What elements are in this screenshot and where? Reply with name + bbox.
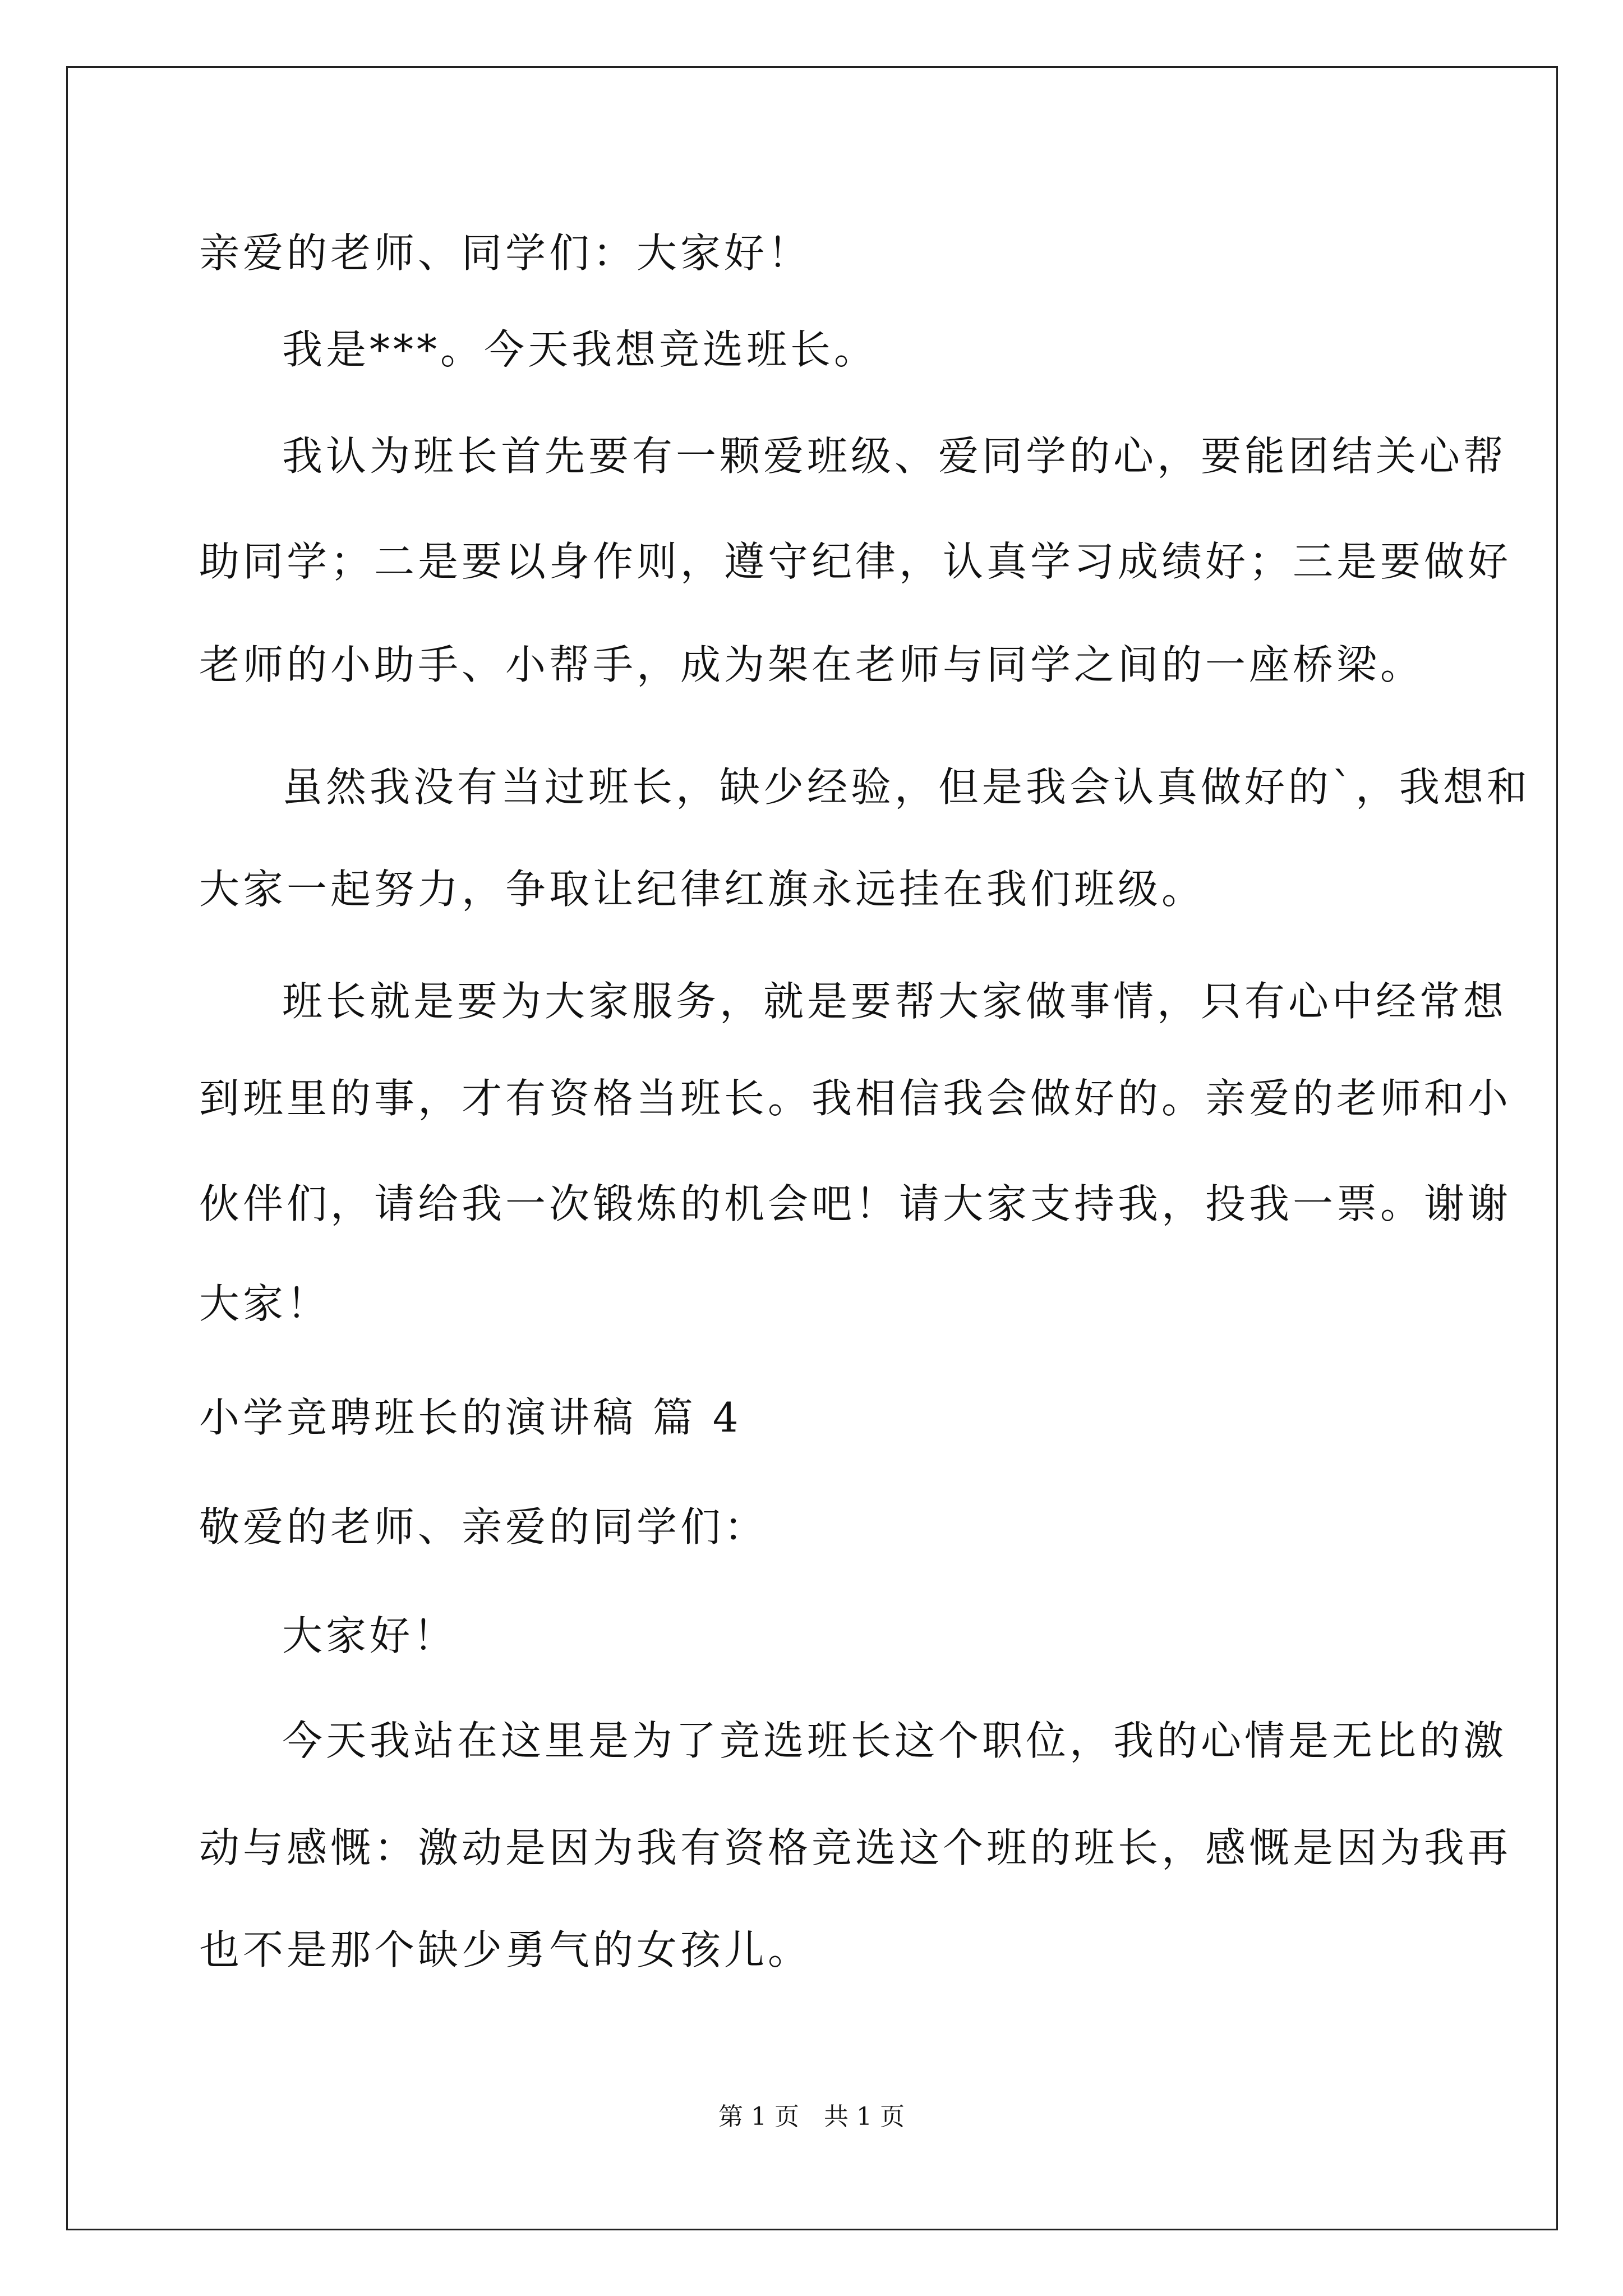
paragraph-line: 我认为班长首先要有一颗爱班级、爱同学的心，要能团结关心帮: [282, 432, 1507, 480]
salutation-line: 敬爱的老师、亲爱的同学们：: [199, 1503, 768, 1550]
paragraph-line: 班长就是要为大家服务，就是要帮大家做事情，只有心中经常想: [282, 978, 1507, 1025]
paragraph-line: 大家！: [199, 1280, 331, 1327]
paragraph-line: 今天我站在这里是为了竞选班长这个职位，我的心情是无比的激: [282, 1717, 1507, 1764]
paragraph-line: 我是***。今天我想竞选班长。: [282, 326, 878, 373]
paragraph-line: 到班里的事，才有资格当班长。我相信我会做好的。亲爱的老师和小: [199, 1075, 1512, 1122]
paragraph-line: 老师的小助手、小帮手，成为架在老师与同学之间的一座桥梁。: [199, 641, 1424, 688]
paragraph-line: 虽然我没有当过班长，缺少经验，但是我会认真做好的`，我想和: [282, 763, 1531, 811]
paragraph-line: 大家好！: [282, 1612, 458, 1659]
page-border: [66, 66, 1558, 2230]
page-footer: 第 1 页 共 1 页: [718, 2102, 905, 2131]
paragraph-line: 也不是那个缺少勇气的女孩儿。: [199, 1926, 812, 1973]
paragraph-line: 伙伴们，请给我一次锻炼的机会吧！请大家支持我，投我一票。谢谢: [199, 1180, 1512, 1227]
greeting-line: 亲爱的老师、同学们：大家好！: [199, 229, 812, 277]
section-heading: 小学竞聘班长的演讲稿 篇 4: [199, 1394, 742, 1441]
paragraph-line: 助同学；二是要以身作则，遵守纪律，认真学习成绩好；三是要做好: [199, 538, 1512, 585]
paragraph-line: 大家一起努力，争取让纪律红旗永远挂在我们班级。: [199, 866, 1206, 913]
paragraph-line: 动与感慨：激动是因为我有资格竞选这个班的班长，感慨是因为我再: [199, 1824, 1512, 1871]
